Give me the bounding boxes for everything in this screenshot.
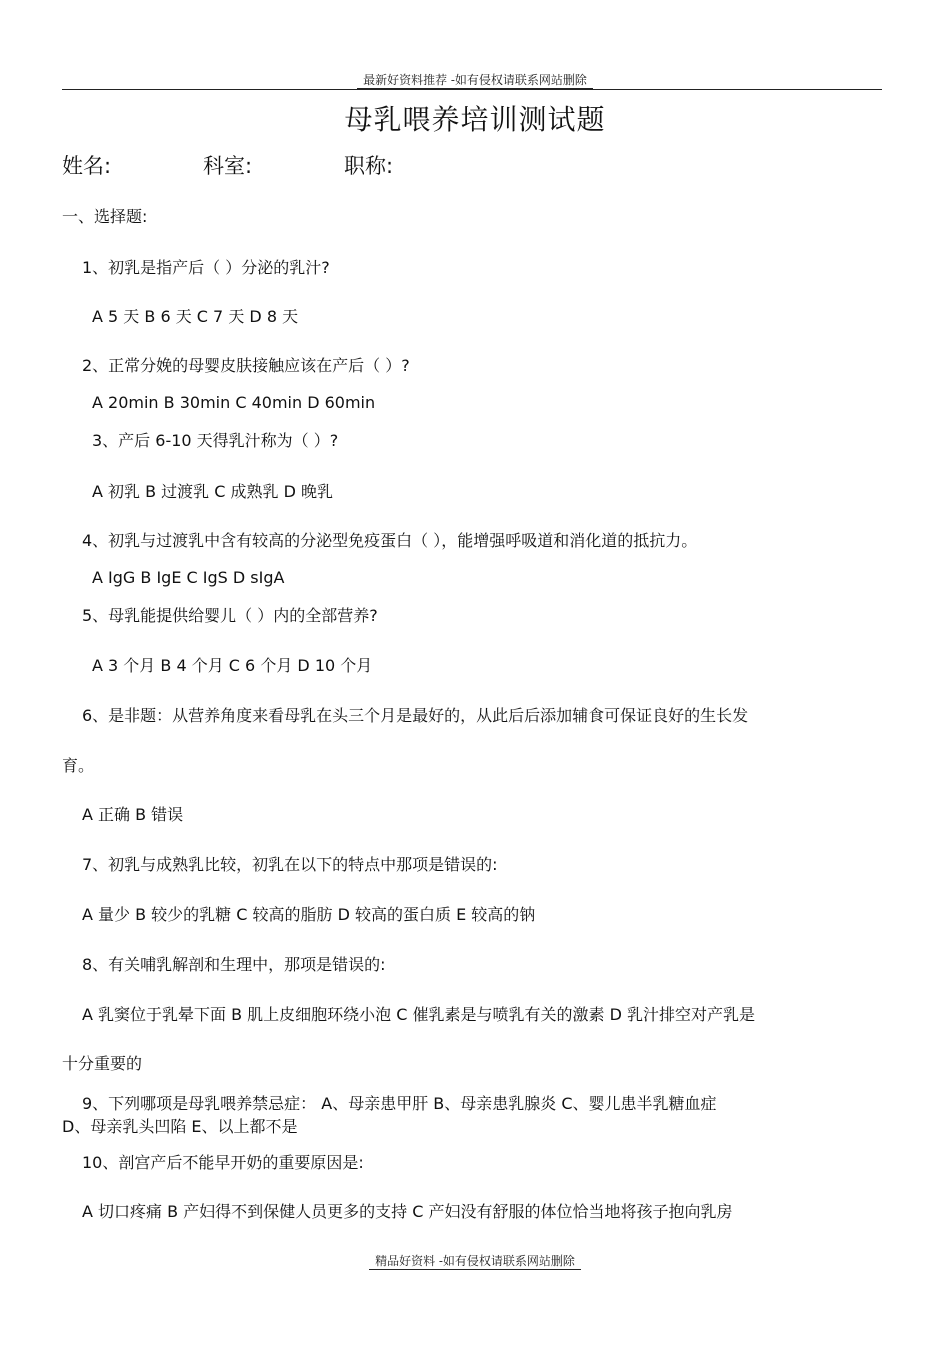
question-2: 2、正常分娩的母婴皮肤接触应该在产后（ ）? [82,356,410,375]
footer-note-text: 精品好资料 -如有侵权请联系网站删除 [369,1254,581,1270]
question-4: 4、初乳与过渡乳中含有较高的分泌型免疫蛋白（ ），能增强呼吸道和消化道的抵抗力。 [82,531,698,550]
question-6-continuation: 育。 [62,756,95,775]
question-4-options: A IgG B IgE C IgS D sIgA [92,568,285,587]
title-field-label: 职称: [344,154,394,178]
question-9-continuation: D、母亲乳头凹陷 E、以上都不是 [62,1117,298,1136]
question-7-options: A 量少 B 较少的乳糖 C 较高的脂肪 D 较高的蛋白质 E 较高的钠 [82,905,536,924]
question-3: 3、产后 6-10 天得乳汁称为（ ）? [92,431,339,450]
question-9: 9、下列哪项是母乳喂养禁忌症： A、母亲患甲肝 B、母亲患乳腺炎 C、婴儿患半乳糖血症 [82,1094,717,1113]
question-7: 7、初乳与成熟乳比较，初乳在以下的特点中那项是错误的: [82,855,498,874]
question-8: 8、有关哺乳解剖和生理中，那项是错误的: [82,955,386,974]
question-1-options: A 5 天 B 6 天 C 7 天 D 8 天 [92,307,299,326]
header-divider [62,89,882,90]
question-6-options: A 正确 B 错误 [82,805,184,824]
question-6: 6、是非题：从营养角度来看母乳在头三个月是最好的，从此后后添加辅食可保证良好的生长发 [82,706,749,725]
page-title: 母乳喂养培训测试题 [344,103,606,136]
name-field-label: 姓名: [62,154,112,178]
question-5: 5、母乳能提供给婴儿（ ）内的全部营养? [82,606,378,625]
question-10: 10、剖宫产后不能早开奶的重要原因是: [82,1153,364,1172]
department-field-label: 科室: [203,154,253,178]
question-8-options-continuation: 十分重要的 [62,1054,143,1073]
section-title: 一、选择题: [62,207,148,226]
question-5-options: A 3 个月 B 4 个月 C 6 个月 D 10 个月 [92,656,373,675]
question-2-options: A 20min B 30min C 40min D 60min [92,393,376,412]
question-1: 1、初乳是指产后（ ）分泌的乳汁? [82,258,330,277]
question-10-options: A 切口疼痛 B 产妇得不到保健人员更多的支持 C 产妇没有舒服的体位恰当地将孩子抱向乳房 [82,1202,733,1221]
question-3-options: A 初乳 B 过渡乳 C 成熟乳 D 晚乳 [92,482,334,501]
header-note-text: 最新好资料推荐 -如有侵权请联系网站删除 [357,73,593,89]
header-note [0,71,950,88]
footer-note [0,1252,950,1269]
question-8-options: A 乳窦位于乳晕下面 B 肌上皮细胞环绕小泡 C 催乳素是与喷乳有关的激素 D 乳汁排空对产乳是 [82,1005,756,1024]
